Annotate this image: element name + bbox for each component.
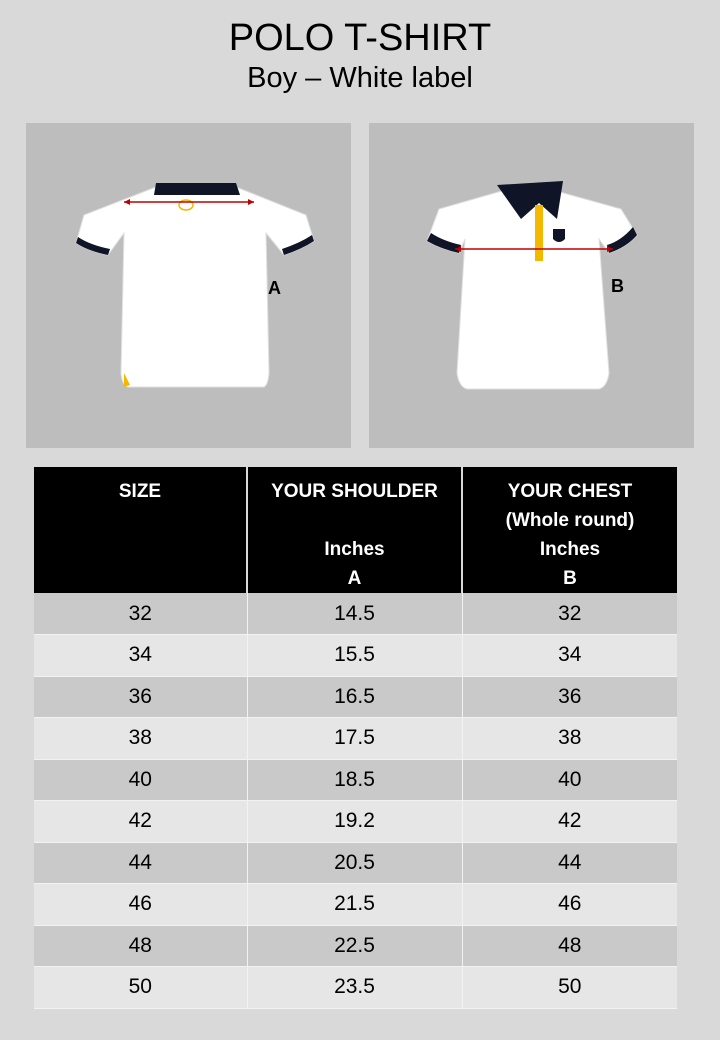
cell-shoulder: 15.5 [247, 635, 462, 677]
header-shoulder-title: YOUR SHOULDER [271, 481, 438, 502]
cell-shoulder: 20.5 [247, 842, 462, 884]
header-size-label: SIZE [118, 481, 162, 502]
table-row [34, 676, 677, 718]
cell-shoulder: 16.5 [247, 676, 462, 718]
cell-shoulder: 21.5 [247, 884, 462, 926]
header-chest [462, 467, 677, 593]
cell-size: 44 [34, 842, 247, 884]
cell-chest: 36 [462, 676, 677, 718]
measurement-label-b: B [611, 276, 624, 296]
cell-chest: 50 [462, 967, 677, 1009]
table-row [34, 884, 677, 926]
cell-chest: 40 [462, 759, 677, 801]
header-chest-unit: Inches [539, 539, 601, 560]
cell-chest: 44 [462, 842, 677, 884]
cell-shoulder: 14.5 [247, 593, 462, 635]
table-row [34, 967, 677, 1009]
cell-chest: 48 [462, 925, 677, 967]
cell-size: 38 [34, 718, 247, 760]
polo-front-illustration [369, 123, 694, 448]
table-row [34, 759, 677, 801]
cell-chest: 32 [462, 593, 677, 635]
table-row [34, 925, 677, 967]
back-view-photo [26, 123, 351, 448]
cell-shoulder: 19.2 [247, 801, 462, 843]
cell-chest: 42 [462, 801, 677, 843]
cell-size: 40 [34, 759, 247, 801]
table-row [34, 801, 677, 843]
page-subtitle: Boy – White label [247, 62, 473, 94]
header-size [34, 467, 247, 593]
cell-size: 42 [34, 801, 247, 843]
table-row [34, 718, 677, 760]
header-chest-title: YOUR CHEST [507, 481, 633, 502]
header-chest-key: B [563, 568, 577, 589]
header-chest-sub: (Whole round) [505, 510, 635, 531]
size-chart-table [34, 467, 677, 1009]
table-header-row [34, 467, 677, 593]
table-row [34, 842, 677, 884]
cell-chest: 38 [462, 718, 677, 760]
header-shoulder-key: A [347, 568, 362, 589]
table-row [34, 593, 677, 635]
table-row [34, 635, 677, 677]
cell-size: 48 [34, 925, 247, 967]
header-shoulder-unit: Inches [324, 539, 385, 560]
cell-size: 50 [34, 967, 247, 1009]
cell-shoulder: 22.5 [247, 925, 462, 967]
cell-size: 46 [34, 884, 247, 926]
cell-chest: 46 [462, 884, 677, 926]
measurement-label-a: A [268, 278, 281, 298]
front-view-photo [369, 123, 694, 448]
polo-back-illustration [26, 123, 351, 448]
header-shoulder [247, 467, 462, 593]
cell-shoulder: 17.5 [247, 718, 462, 760]
page-title: POLO T-SHIRT [228, 17, 492, 59]
cell-size: 34 [34, 635, 247, 677]
cell-shoulder: 18.5 [247, 759, 462, 801]
cell-chest: 34 [462, 635, 677, 677]
cell-size: 32 [34, 593, 247, 635]
cell-shoulder: 23.5 [247, 967, 462, 1009]
cell-size: 36 [34, 676, 247, 718]
